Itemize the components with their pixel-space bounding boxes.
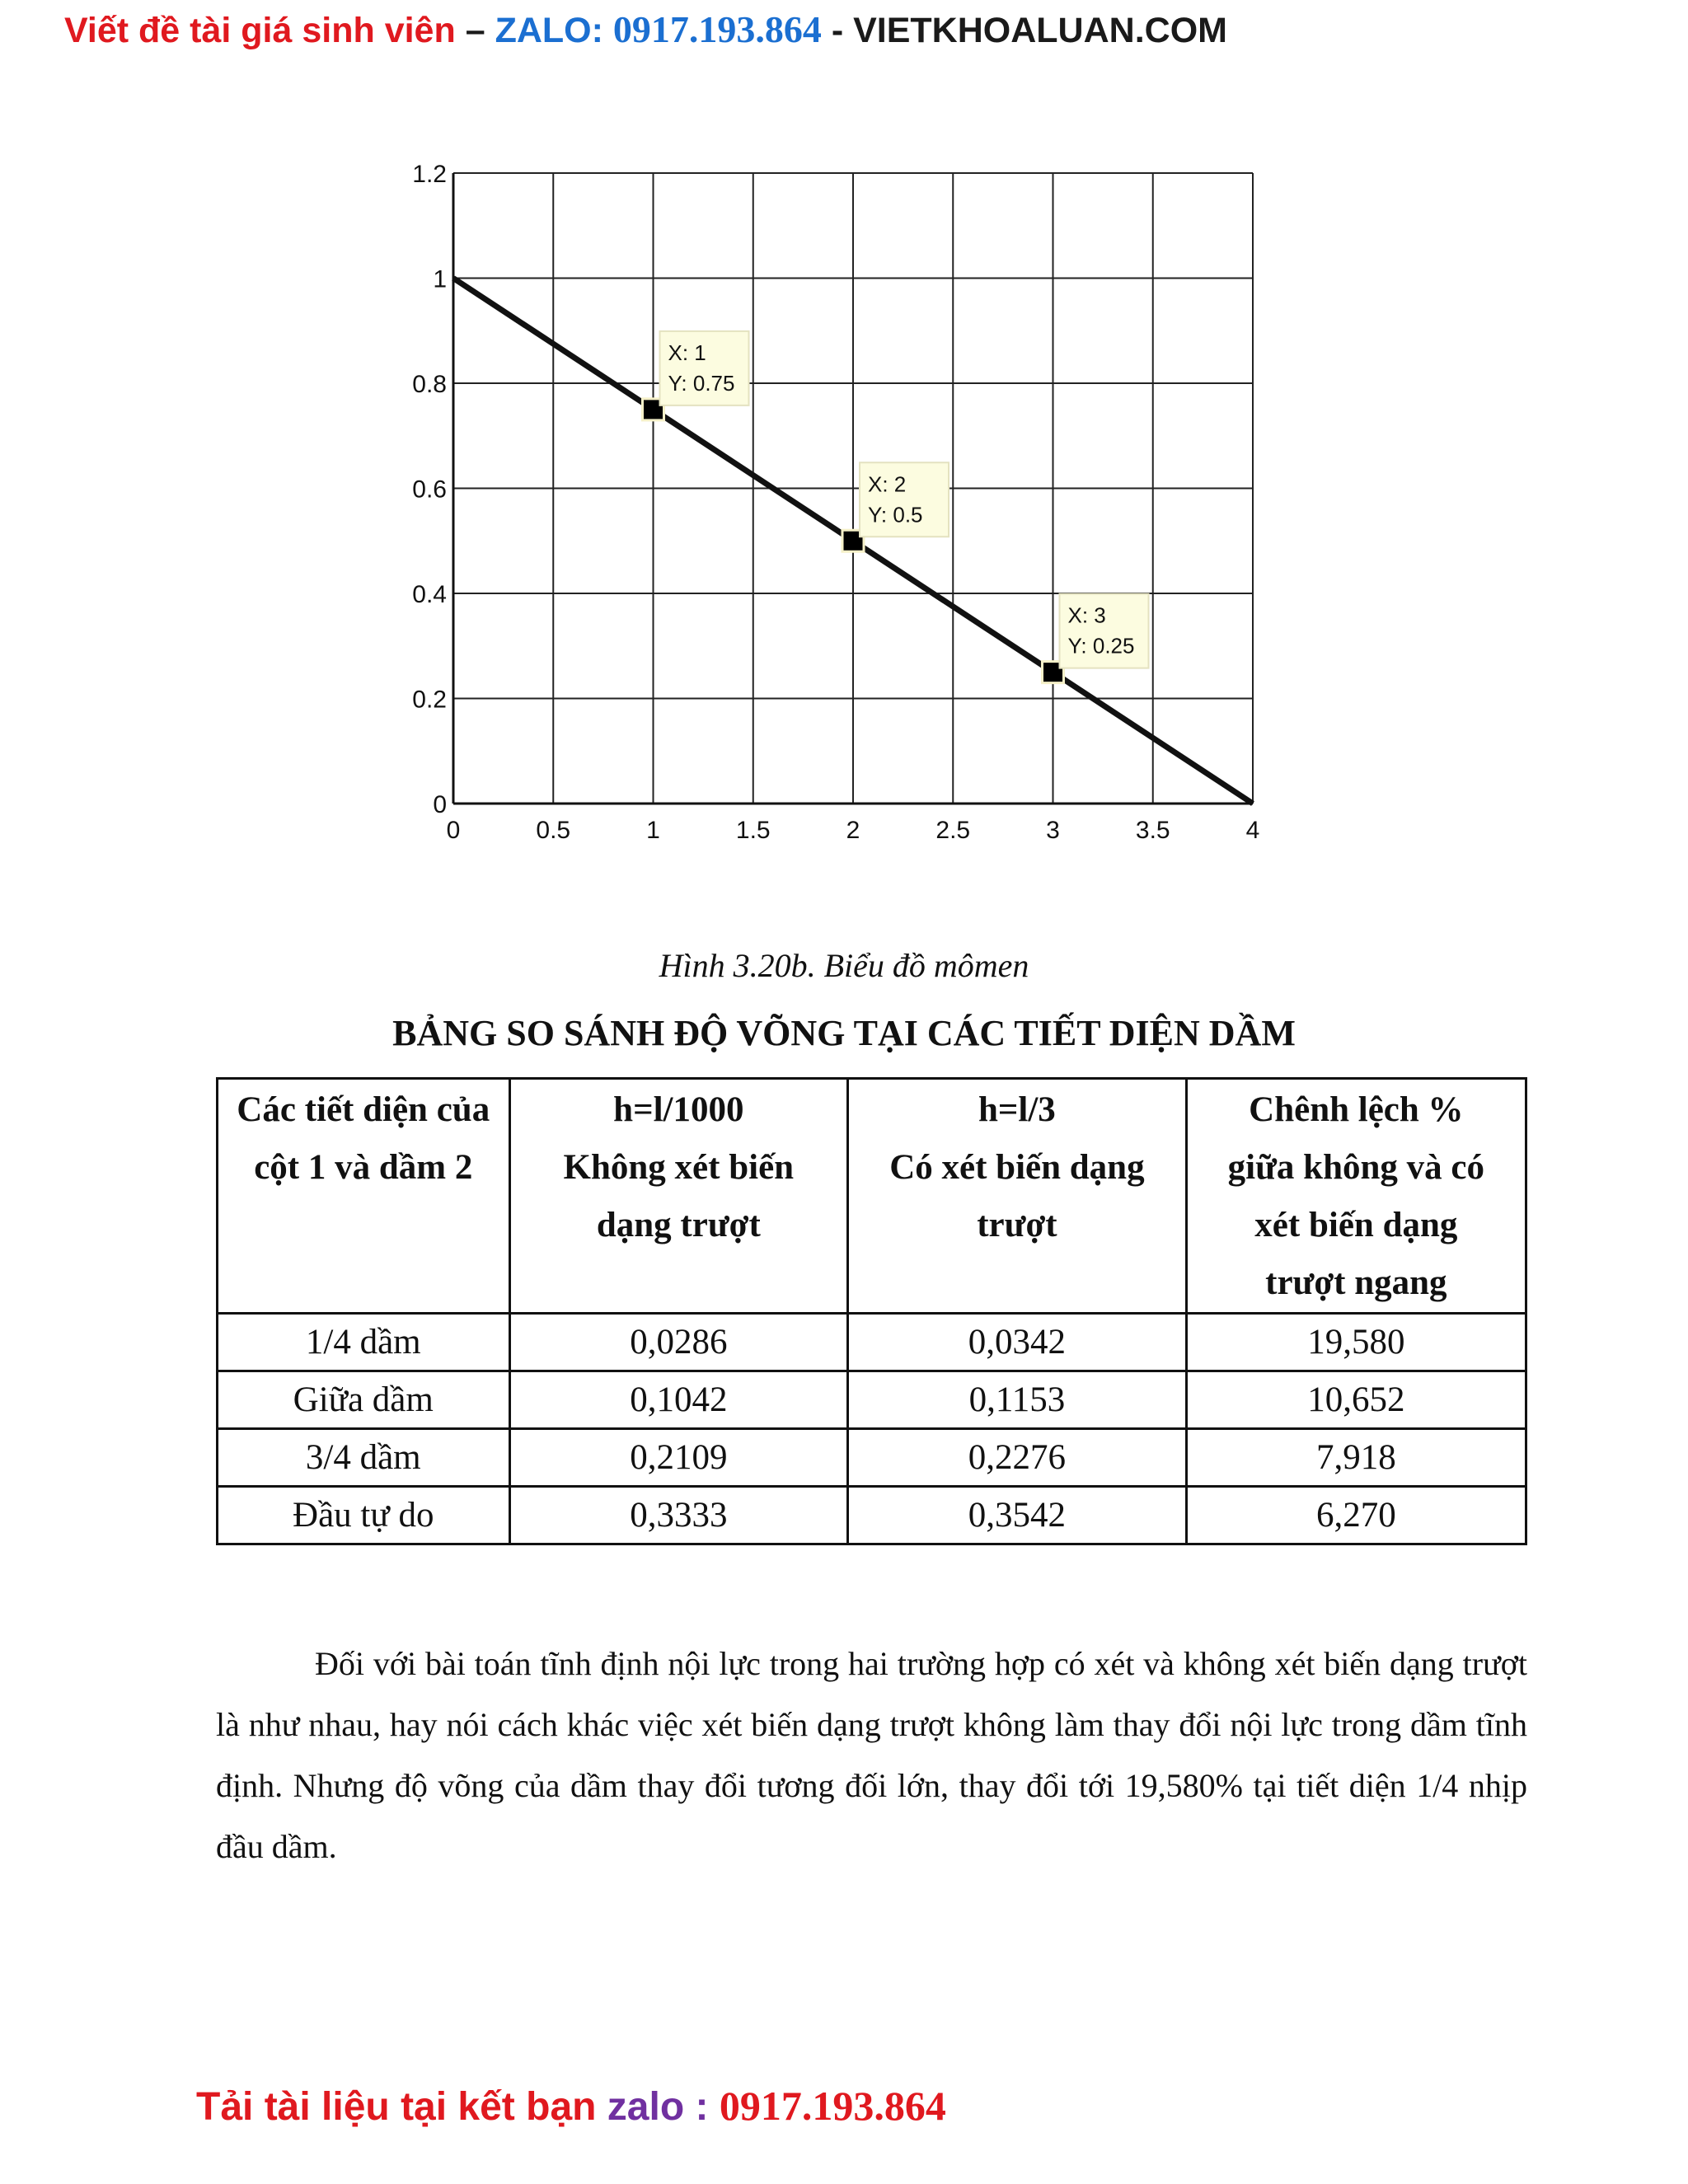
x-tick-label: 0 <box>446 817 461 844</box>
header-line: h=l/1000 <box>613 1090 744 1129</box>
chart-grid <box>453 173 1253 804</box>
datatip-y-label: Y: 0.75 <box>668 370 735 396</box>
table-cell: 10,652 <box>1186 1371 1526 1429</box>
header-line: h=l/3 <box>978 1090 1056 1129</box>
x-tick-label: 4 <box>1245 817 1260 844</box>
datatip-x-label: X: 1 <box>668 340 706 365</box>
header-cell-with-shear <box>848 1079 1187 1314</box>
footer-text: Tải tài liệu tại kết bạn <box>196 2085 607 2129</box>
header-site-link[interactable]: VIETKHOALUAN.COM <box>853 11 1227 50</box>
header-line: xét biến dạng <box>1254 1206 1458 1244</box>
table-row <box>218 1314 1526 1371</box>
header-cell-section <box>218 1079 510 1314</box>
x-tick-label: 0.5 <box>536 817 571 844</box>
x-tick-label: 3 <box>1046 817 1060 844</box>
header-cell-without-shear <box>509 1079 848 1314</box>
table-cell: 0,1042 <box>509 1371 848 1429</box>
page-footer <box>196 2077 946 2136</box>
header-text: Viết đề tài giá sinh viên <box>64 11 456 50</box>
x-tick-label: 1 <box>646 817 660 844</box>
header-line: Có xét biến dạng <box>889 1148 1145 1187</box>
moment-chart <box>404 152 1294 853</box>
table-cell: 7,918 <box>1186 1429 1526 1487</box>
y-tick-label: 0.4 <box>412 581 447 608</box>
x-tick-label: 3.5 <box>1135 817 1170 844</box>
table-cell: 0,2276 <box>848 1429 1187 1487</box>
y-tick-label: 0.6 <box>412 476 447 504</box>
table-row <box>218 1371 1526 1429</box>
table-cell: 0,0286 <box>509 1314 848 1371</box>
table-cell: 0,3542 <box>848 1487 1187 1544</box>
body-paragraph <box>216 1633 1527 1877</box>
header-dash-2: - <box>821 11 854 50</box>
table-row <box>218 1429 1526 1487</box>
header-line: giữa không và có <box>1227 1148 1485 1187</box>
y-tick-label: 0.2 <box>412 686 447 714</box>
datatip-x-label: X: 3 <box>1067 602 1106 628</box>
table-cell: 0,0342 <box>848 1314 1187 1371</box>
table-cell: 0,2109 <box>509 1429 848 1487</box>
y-tick-label: 0 <box>433 791 447 818</box>
header-cell-difference <box>1186 1079 1526 1314</box>
datatip-y-label: Y: 0.5 <box>868 502 923 527</box>
header-phone: 0917.193.864 <box>612 8 822 50</box>
table-header-row <box>218 1079 1526 1314</box>
datatip-x-label: X: 2 <box>868 471 907 497</box>
header-line: Chênh lệch % <box>1249 1090 1464 1129</box>
header-line: cột 1 và dầm 2 <box>254 1148 473 1187</box>
footer-zalo-label: zalo : <box>607 2085 720 2129</box>
table-cell: Đầu tự do <box>218 1487 510 1544</box>
table-cell: 1/4 dầm <box>218 1314 510 1371</box>
header-line: dạng trượt <box>596 1206 761 1244</box>
page-header <box>64 5 1227 55</box>
table-cell: 0,3333 <box>509 1487 848 1544</box>
x-tick-label: 2 <box>846 817 860 844</box>
table-cell: 6,270 <box>1186 1487 1526 1544</box>
figure-caption: Hình 3.20b. Biểu đồ mômen <box>659 947 1029 984</box>
table-row <box>218 1487 1526 1544</box>
header-line: Các tiết diện của <box>237 1090 490 1129</box>
x-tick-label: 2.5 <box>935 817 971 844</box>
footer-phone: 0917.193.864 <box>719 2083 946 2129</box>
table-cell: 3/4 dầm <box>218 1429 510 1487</box>
paragraph-text: Đối với bài toán tĩnh định nội lực trong hai trường hợp có xét và không xét biến dạng trượt là như nhau, hay nói cách khác việc xét biến dạng trượt không làm thay đổi nội lực trong dầm tĩnh định. Nhưng độ võng của dầm thay đổi tương đối lớn, thay đổi tới 19,580% tại tiết diện 1/4 nhịp đầu dầm. <box>216 1645 1527 1865</box>
header-line: trượt ngang <box>1265 1263 1447 1302</box>
x-tick-label: 1.5 <box>735 817 771 844</box>
y-tick-label: 1.2 <box>412 161 447 188</box>
table-title: BẢNG SO SÁNH ĐỘ VÕNG TẠI CÁC TIẾT DIỆN DẦM <box>392 1013 1296 1053</box>
header-dash: – <box>455 11 495 50</box>
header-line: Không xét biến <box>563 1148 795 1187</box>
table-cell: 0,1153 <box>848 1371 1187 1429</box>
table-cell: 19,580 <box>1186 1314 1526 1371</box>
comparison-table <box>216 1077 1527 1545</box>
header-zalo-label: ZALO: <box>495 11 613 50</box>
table-cell: Giữa dầm <box>218 1371 510 1429</box>
chart-ticks <box>412 161 1259 844</box>
datatip-y-label: Y: 0.25 <box>1067 633 1135 658</box>
header-line: trượt <box>977 1206 1057 1244</box>
y-tick-label: 1 <box>433 265 447 293</box>
y-tick-label: 0.8 <box>412 371 447 398</box>
